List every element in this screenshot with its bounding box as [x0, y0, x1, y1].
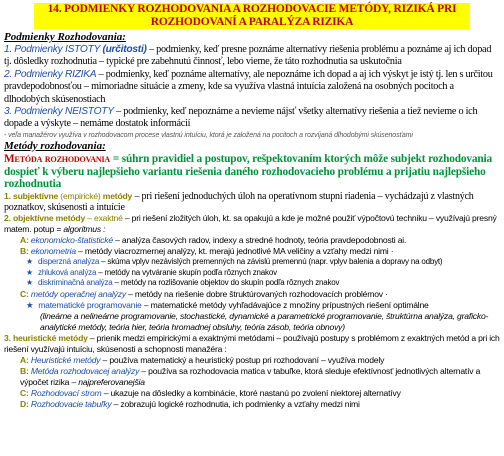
condition-3-label: Podmienky NEISTOTY [14, 106, 114, 118]
condition-1-label: Podmienky ISTOTY [14, 44, 101, 55]
method-2c [4, 289, 500, 300]
method-2b-item-2-text: – metódy na vytváranie skupín podľa rôznych znakov [96, 267, 277, 277]
method-2a-letter: A: [20, 235, 29, 246]
condition-1-paren: (určitosti) [102, 44, 147, 55]
method-2b-item-3-label: diskriminačná analýza [38, 278, 113, 288]
condition-2 [4, 69, 500, 106]
method-2b-item-1-label: disperzná analýza [38, 257, 100, 267]
condition-2-text: – podmienky, keď poznáme alternatívy, ale nepoznáme ich dopad a aj ich výskyt je istý tj. len s určitou pravdepodobnosťou – mimoriadne situácie a zmeny, kde sa využíva vlastná intuícia založená na osobných pocitoch a dlhodobých skúsenostiach [4, 68, 493, 105]
condition-3-num: 3. [4, 106, 12, 118]
method-3d-label: Rozhodovacie tabuľky [30, 398, 112, 409]
method-3-item-b [4, 366, 500, 388]
star-bullet-icon: ★ [26, 278, 33, 288]
method-1-text: – pri riešení jednoduchých úloh na operatívnom stupni riadenia – vychádzajú z vlastných poznatkov, skúsenosti a intuície [4, 191, 474, 214]
method-2b [4, 246, 500, 257]
definition-eq: = [110, 152, 122, 165]
method-2b-item-1-text: – skúma vplyv nezávislých premenných na závislú premennú (napr. vplyv balenia a dopravy na odbyt) [99, 257, 443, 267]
method-2c-label: metódy operačnej analýzy [30, 288, 126, 299]
condition-1-text: – podmienky, keď presne poznáme alternatívy riešenia problému a poznáme aj ich dopad tj. dôsledky rozhodnutia – typické pre zabehnutú činnosť, lebo vieme, že táto rozhodnutia sa uskutočnia [4, 44, 492, 68]
method-2b-item-1 [4, 257, 500, 268]
condition-3 [4, 106, 500, 131]
method-2b-item-2-label: zhluková analýza [38, 267, 97, 277]
method-2a-text: – analýza časových radov, indexy a stredné hodnoty, teória pravdepodobnosti ai. [112, 235, 407, 246]
method-3 [4, 333, 500, 355]
method-2b-label: ekonometria [30, 246, 76, 257]
methods-heading: Metódy rozhodovania: [4, 139, 106, 152]
method-3a-text: – používa matematický a heuristický postup pri rozhodovaní – využíva modely [100, 354, 385, 365]
method-2-text1: – exaktné [85, 213, 123, 224]
method-2c-item-label: matematické programovanie [38, 299, 142, 310]
method-3-item-a [4, 355, 500, 366]
condition-3-text: – podmienky, keď nepoznáme a nevieme nájsť všetky alternatívy riešenia a tiež nevieme o ich dopade a výskyte – nemáme dostatok informácií [4, 106, 478, 130]
method-definition [4, 153, 500, 191]
method-3b-label: Metóda rozhodovacej analýzy [30, 365, 140, 376]
star-bullet-icon: ★ [26, 257, 33, 267]
method-2-num: 2. [4, 213, 11, 224]
method-3b-letter: B: [20, 365, 29, 376]
page-title [34, 3, 470, 29]
method-2b-item-3 [4, 278, 500, 289]
method-2b-text: – metódy viacrozmernej analýzy, kt. merajú jednotlivé MA veličiny a vzťahy medzi nimi · [75, 246, 394, 257]
conditions-heading: Podmienky Rozhodovania: [4, 31, 126, 43]
condition-2-label: Podmienky RIZIKA [14, 68, 97, 80]
title-line-1: 14. PODMIENKY ROZHODOVANIA A ROZHODOVACIE METÓDY, RIZIKÁ PRI [47, 3, 457, 15]
method-3c-letter: C: [20, 387, 29, 398]
method-2b-letter: B: [20, 246, 29, 257]
condition-1-num: 1. [4, 44, 12, 55]
method-3a-label: Heuristické metódy [30, 354, 101, 365]
method-2b-item-3-text: – metódy na rozlišovanie objektov do skupín podľa rôznych znakov [112, 278, 340, 288]
method-3-item-c [4, 388, 500, 399]
method-3c-label: Rozhodovací strom [30, 387, 102, 398]
title-line-2: ROZHODOVANÍ A PARALÝZA RIZIKA [150, 16, 354, 28]
method-2-algo: algoritmus : [63, 224, 106, 235]
method-2-text2: – pri riešení zložitých úloh, kt. sa opakujú a kde je možné použiť výpočtovú techniku – využívajú presný matem. potup = [4, 213, 497, 235]
method-2c-item-cont: (lineárne a nelineárne programovanie, stochastické, dynamické a parametrické programovanie, štruktúrna analýza, graficko-analytické metódy, teória hier, teória hromadnej obsluhy, teória zásob, teória obnovy) [40, 310, 489, 332]
method-2a [4, 235, 500, 246]
method-2a-label: ekonomicko-štatistické [30, 235, 113, 246]
method-1-num: 1. [4, 191, 11, 202]
method-2 [4, 213, 500, 235]
condition-1 [4, 44, 500, 69]
intuition-note: - veľa manažérov využíva v rozhodovacom procese vlastnú intuíciu, ktorá je založená na pocitoch a rozvíjaná dlhodobými skúsenosťami [4, 131, 413, 139]
method-2-label: objektívne metódy [12, 213, 86, 224]
star-bullet-icon: ★ [26, 267, 33, 277]
method-1-label: subjektívne [12, 191, 59, 202]
method-2c-item-text: – matematické metódy vyhľadávajúce z množiny prípustných riešení optimálne [141, 299, 429, 310]
method-3-num: 3. [4, 332, 11, 343]
method-3-item-d [4, 399, 500, 410]
method-1 [4, 191, 500, 213]
method-3d-text: – zobrazujú logické rozhodnutia, ich podmienky a vzťahy medzi nimi [111, 398, 360, 409]
star-bullet-icon: ★ [26, 299, 34, 310]
method-3-text: – prienik medzi empirickými a exaktnými metódami – používajú postupy s problémom z exaktných metód a pri ich riešení využívajú intuíciu, skúsenosti a schopnosti manažéra : [4, 332, 500, 354]
method-3-label: heuristické metódy [12, 332, 88, 343]
method-3b-tail: najpreferovanejšia [78, 376, 145, 387]
definition-term: Metóda rozhodovania [4, 152, 111, 165]
method-2b-item-2 [4, 268, 500, 279]
method-2c-letter: C: [20, 288, 29, 299]
method-2c-text: – metódy na riešenie dobre štruktúrovaných rozhodovacích problémov · [125, 288, 388, 299]
method-1-word: metódy [100, 191, 133, 202]
method-2c-item [4, 300, 500, 311]
method-3a-letter: A: [20, 354, 29, 365]
condition-2-num: 2. [4, 68, 12, 80]
document-page [0, 3, 504, 456]
method-3c-text: – ukazuje na dôsledky a kombinácie, ktoré nastanú po zvolení niektorej alternatívy [101, 387, 401, 398]
method-1-paren: (empirické) [60, 191, 101, 202]
definition-text: súhrn pravidiel a postupov, rešpektovaním ktorých môže subjekt rozhodovania dospieť k výberu najlepšieho variantu riešenia daného rozhodovacieho problému a prijatiu najlepšieho rozhodnutia [4, 152, 492, 191]
method-3b-text: – používa sa rozhodovacia matica v tabuľke, ktorá sleduje efektívnosť jednotlivých alternatív a výpočet rizika – [20, 365, 481, 387]
method-3d-letter: D: [20, 398, 29, 409]
